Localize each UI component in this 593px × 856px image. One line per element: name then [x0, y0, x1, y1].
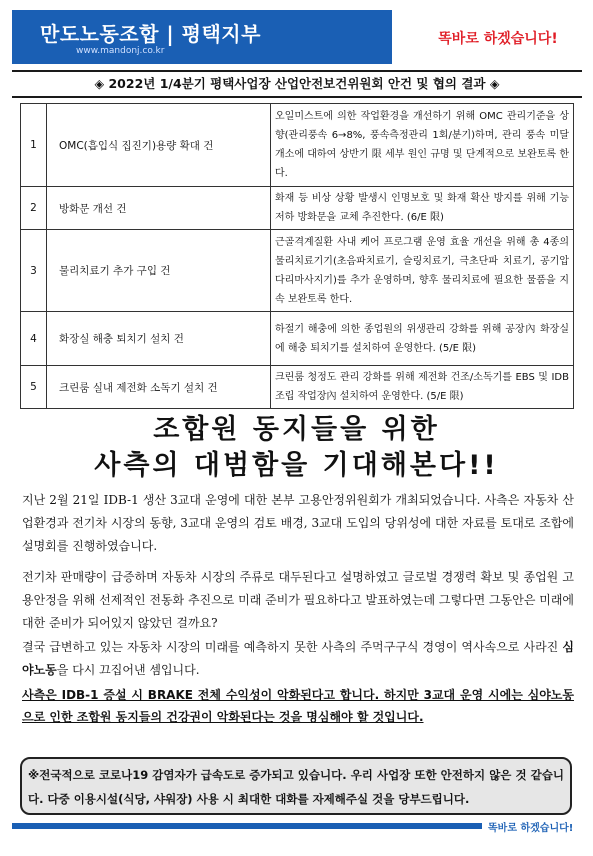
headline-line-1: 조합원 동지들을 위한: [153, 414, 440, 445]
item-title: 화장실 해충 퇴치기 설치 건: [47, 312, 271, 366]
headline: [0, 412, 593, 484]
table-row: [21, 366, 574, 409]
headline-line-2: 사측의 대범함을 기대해본다!!: [94, 450, 499, 481]
paragraph-3-bold: 심야노동: [22, 640, 574, 677]
header-slogan: 똑바로 하겠습니다!: [438, 31, 558, 47]
item-number: 2: [21, 187, 47, 230]
footer-slogan: 똑바로 하겠습니다!: [488, 823, 574, 834]
paragraph-1: 지난 2월 21일 IDB-1 생산 3교대 운영에 대한 본부 고용안정위원회가 개최되었습니다. 사측은 자동차 산업환경과 전기차 시장의 동향, 3교대 운영의 검토 배경, 3교대 도입의 당위성에 대한 자료를 토대로 조합에 설명회를 진행하였습니다.: [22, 493, 574, 553]
report-title: ◈ 2022년 1/4분기 평택사업장 산업안전보건위원회 안건 및 협의 결과 ◈: [12, 70, 582, 98]
item-description: 크린룸 청정도 관리 강화를 위해 제전화 건조/소독기를 EBS 및 IDB조립 작업장內 설치하여 운영한다. (5/E 限): [271, 366, 574, 409]
header: [12, 10, 582, 64]
paragraph-3-start: 결국 급변하고 있는 자동차 시장의 미래를 예측하지 못한 사측의 주먹구구식 경영이 역사속으로 사라진: [22, 640, 563, 654]
item-description: 화재 등 비상 상황 발생시 인명보호 및 화재 확산 방지를 위해 기능저하 방화문을 교체 추진한다. (6/E 限): [271, 187, 574, 230]
item-description: 오일미스트에 의한 작업환경을 개선하기 위해 OMC 관리기준을 상향(관리풍속 6→8%, 풍속측정관리 1회/분기)하며, 관리 풍속 미달 개소에 대하여 상반기 限 세부 원인 규명 및 단계적으로 보완토록 한다.: [271, 104, 574, 187]
website-url: www.mandonj.co.kr: [76, 46, 165, 56]
union-title: 만도노동조합 | 평택지부: [40, 22, 261, 46]
paragraph-2: 전기차 판매량이 급증하며 자동차 시장의 주류로 대두된다고 설명하였고 글로벌 경쟁력 확보 및 종업원 고용안정을 위해 선제적인 전동화 추진으로 미래 준비가 필요하다고 발표하였는데 그렇다면 그동안은 미래에 대한 준비가 되어있지 않았던 걸까요?: [22, 570, 575, 630]
item-description: 근골격계질환 사내 케어 프로그램 운영 효율 개선을 위해 총 4종의 물리치료기기(초음파치료기, 슬링치료기, 극초단파 치료기, 공기압 다리마사지기)를 추가 운영하며, 향후 물리치료에 필요한 물품을 지속 보완토록 한다.: [271, 230, 574, 312]
paragraph-3-end: 을 다시 끄집어낸 셈입니다.: [56, 663, 200, 677]
item-number: 3: [21, 230, 47, 312]
table-row: [21, 230, 574, 312]
agenda-table: [20, 103, 574, 409]
item-number: 4: [21, 312, 47, 366]
table-row: [21, 187, 574, 230]
covid-notice-box: ※전국적으로 코로나19 감염자가 급속도로 증가되고 있습니다. 우리 사업장 또한 안전하지 않은 것 같습니다. 다중 이용시설(식당, 샤워장) 사용 시 최대한 대화를 자제해주실 것을 당부드립니다.: [20, 757, 572, 815]
paragraph-3: [22, 636, 574, 682]
footer-bar: [12, 823, 482, 829]
item-number: 1: [21, 104, 47, 187]
item-title: 크린룸 실내 제전화 소독기 설치 건: [47, 366, 271, 409]
item-title: 물리치료기 추가 구입 건: [47, 230, 271, 312]
item-number: 5: [21, 366, 47, 409]
item-description: 하절기 해충에 의한 종업원의 위생관리 강화를 위해 공장內 화장실에 해충 퇴치기를 설치하여 운영한다. (5/E 限): [271, 312, 574, 366]
item-title: 방화문 개선 건: [47, 187, 271, 230]
table-row: [21, 104, 574, 187]
emphasis-statement: 사측은 IDB-1 증설 시 BRAKE 전체 수익성이 악화된다고 합니다. 하지만 3교대 운영 시에는 심야노동으로 인한 조합원 동지들의 건강권이 악화된다는 것을 명심해야 할 것입니다.: [22, 688, 574, 724]
item-title: OMC(흡입식 집진기)용량 확대 건: [47, 104, 271, 187]
table-row: [21, 312, 574, 366]
